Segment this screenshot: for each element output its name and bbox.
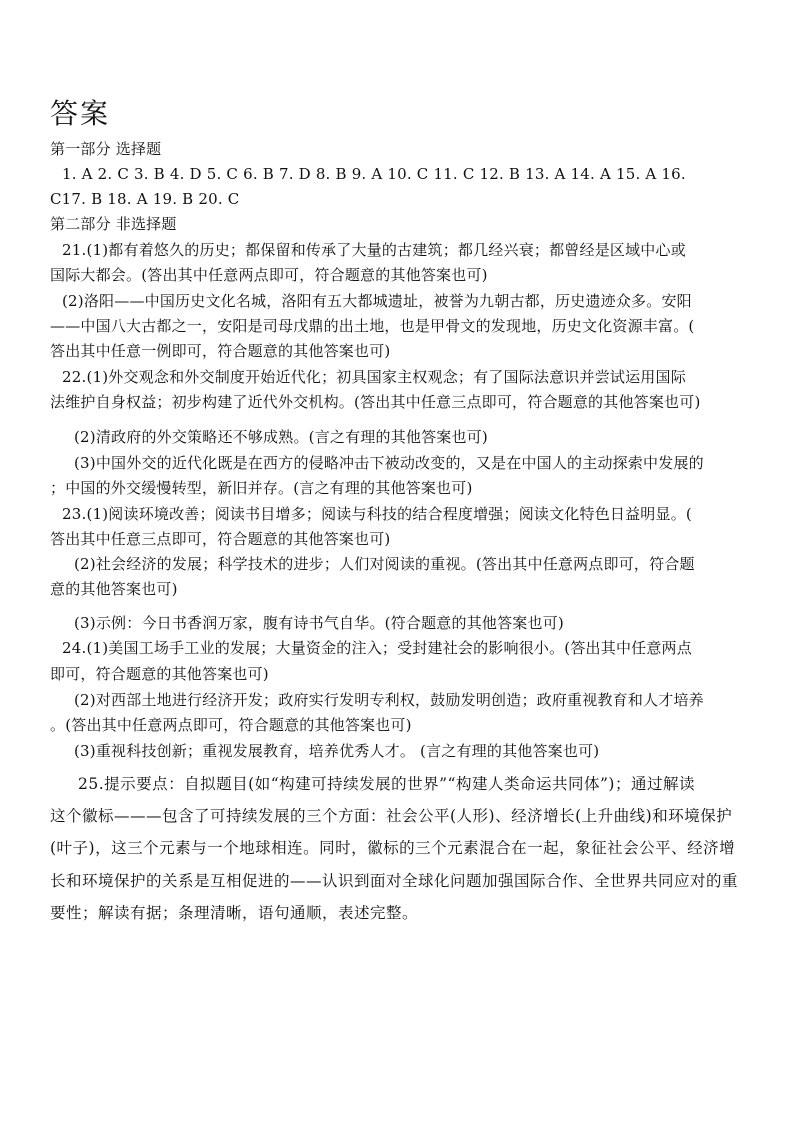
q24-2-line-2: 。(答出其中任意两点即可，符合题意的其他答案也可): [50, 716, 412, 734]
q21-1-line-2: 国际大都会。(答出其中任意两点即可，符合题意的其他答案也可): [50, 266, 488, 284]
q21-2-line-3: 答出其中任意一例即可，符合题意的其他答案也可): [50, 342, 391, 360]
q23-1-line-1: 23.(1)阅读环境改善；阅读书目增多；阅读与科技的结合程度增强；阅读文化特色日益明显。(: [62, 505, 692, 523]
q23-1-line-2: 答出其中任意三点即可，符合题意的其他答案也可): [50, 530, 391, 548]
choice-answers-line-2: C17. B 18. A 19. B 20. C: [50, 190, 240, 208]
q25-line-5: 要性；解读有据；条理清晰，语句通顺，表述完整。: [50, 904, 419, 922]
q25-line-1: 25.提示要点：自拟题目(如“构建可持续发展的世界”“构建人类命运共同体”)；通过解读: [78, 775, 695, 793]
choice-answers-line-1: 1. A 2. C 3. B 4. D 5. C 6. B 7. D 8. B 9. A 10. C 11. C 12. B 13. A 14. A 15. A 16.: [62, 165, 686, 183]
q22-1-line-2: 法维护自身权益；初步构建了近代外交机构。(答出其中任意三点即可，符合题意的其他答案也可): [50, 393, 701, 411]
q22-2-line-1: (2)清政府的外交策略还不够成熟。(言之有理的其他答案也可): [74, 428, 488, 446]
q21-2-line-1: (2)洛阳——中国历史文化名城，洛阳有五大都城遗址，被誉为九朝古都，历史遗迹众多。安阳: [62, 292, 692, 310]
q22-3-line-1: (3)中国外交的近代化既是在西方的侵略冲击下被动改变的，又是在中国人的主动探索中发展的: [74, 454, 704, 472]
q23-2-line-1: (2)社会经济的发展；科学技术的进步；人们对阅读的重视。(答出其中任意两点即可，符合题: [74, 555, 695, 573]
page-title: 答案: [50, 97, 111, 130]
q21-2-line-2: ——中国八大古都之一，安阳是司母戊鼎的出土地，也是甲骨文的发现地，历史文化资源丰富。(: [50, 317, 695, 335]
q25-line-4: 长和环境保护的关系是互相促进的——认识到面对全球化问题加强国际合作、全世界共同应对的重: [50, 872, 739, 890]
section-1-heading: 第一部分 选择题: [50, 140, 162, 158]
q22-1-line-1: 22.(1)外交观念和外交制度开始近代化；初具国家主权观念；有了国际法意识并尝试运用国际: [62, 368, 686, 386]
q25-line-3: (叶子)，这三个元素与一个地球相连。同时，徽标的三个元素混合在一起，象征社会公平、经济增: [50, 839, 736, 857]
q25-line-2: 这个徽标———包含了可持续发展的三个方面：社会公平(人形)、经济增长(上升曲线)和环境保护: [50, 807, 733, 825]
q24-1-line-1: 24.(1)美国工场手工业的发展；大量资金的注入；受封建社会的影响很小。(答出其中任意两点: [62, 639, 692, 657]
q24-1-line-2: 即可，符合题意的其他答案也可): [50, 665, 269, 683]
q23-2-line-2: 意的其他答案也可): [50, 580, 178, 598]
q21-1-line-1: 21.(1)都有着悠久的历史；都保留和传承了大量的古建筑；都几经兴衰；都曾经是区域中心或: [62, 241, 686, 259]
section-2-heading: 第二部分 非选择题: [50, 215, 177, 233]
q23-3-line-1: (3)示例：今日书香润万家，腹有诗书气自华。(符合题意的其他答案也可): [74, 614, 564, 632]
q24-2-line-1: (2)对西部土地进行经济开发；政府实行发明专利权，鼓励发明创造；政府重视教育和人才培养: [74, 691, 704, 709]
q22-3-line-2: ；中国的外交缓慢转型，新旧并存。(言之有理的其他答案也可): [50, 479, 473, 497]
q24-3-line-1: (3)重视科技创新；重视发展教育，培养优秀人才。 (言之有理的其他答案也可): [74, 742, 600, 760]
